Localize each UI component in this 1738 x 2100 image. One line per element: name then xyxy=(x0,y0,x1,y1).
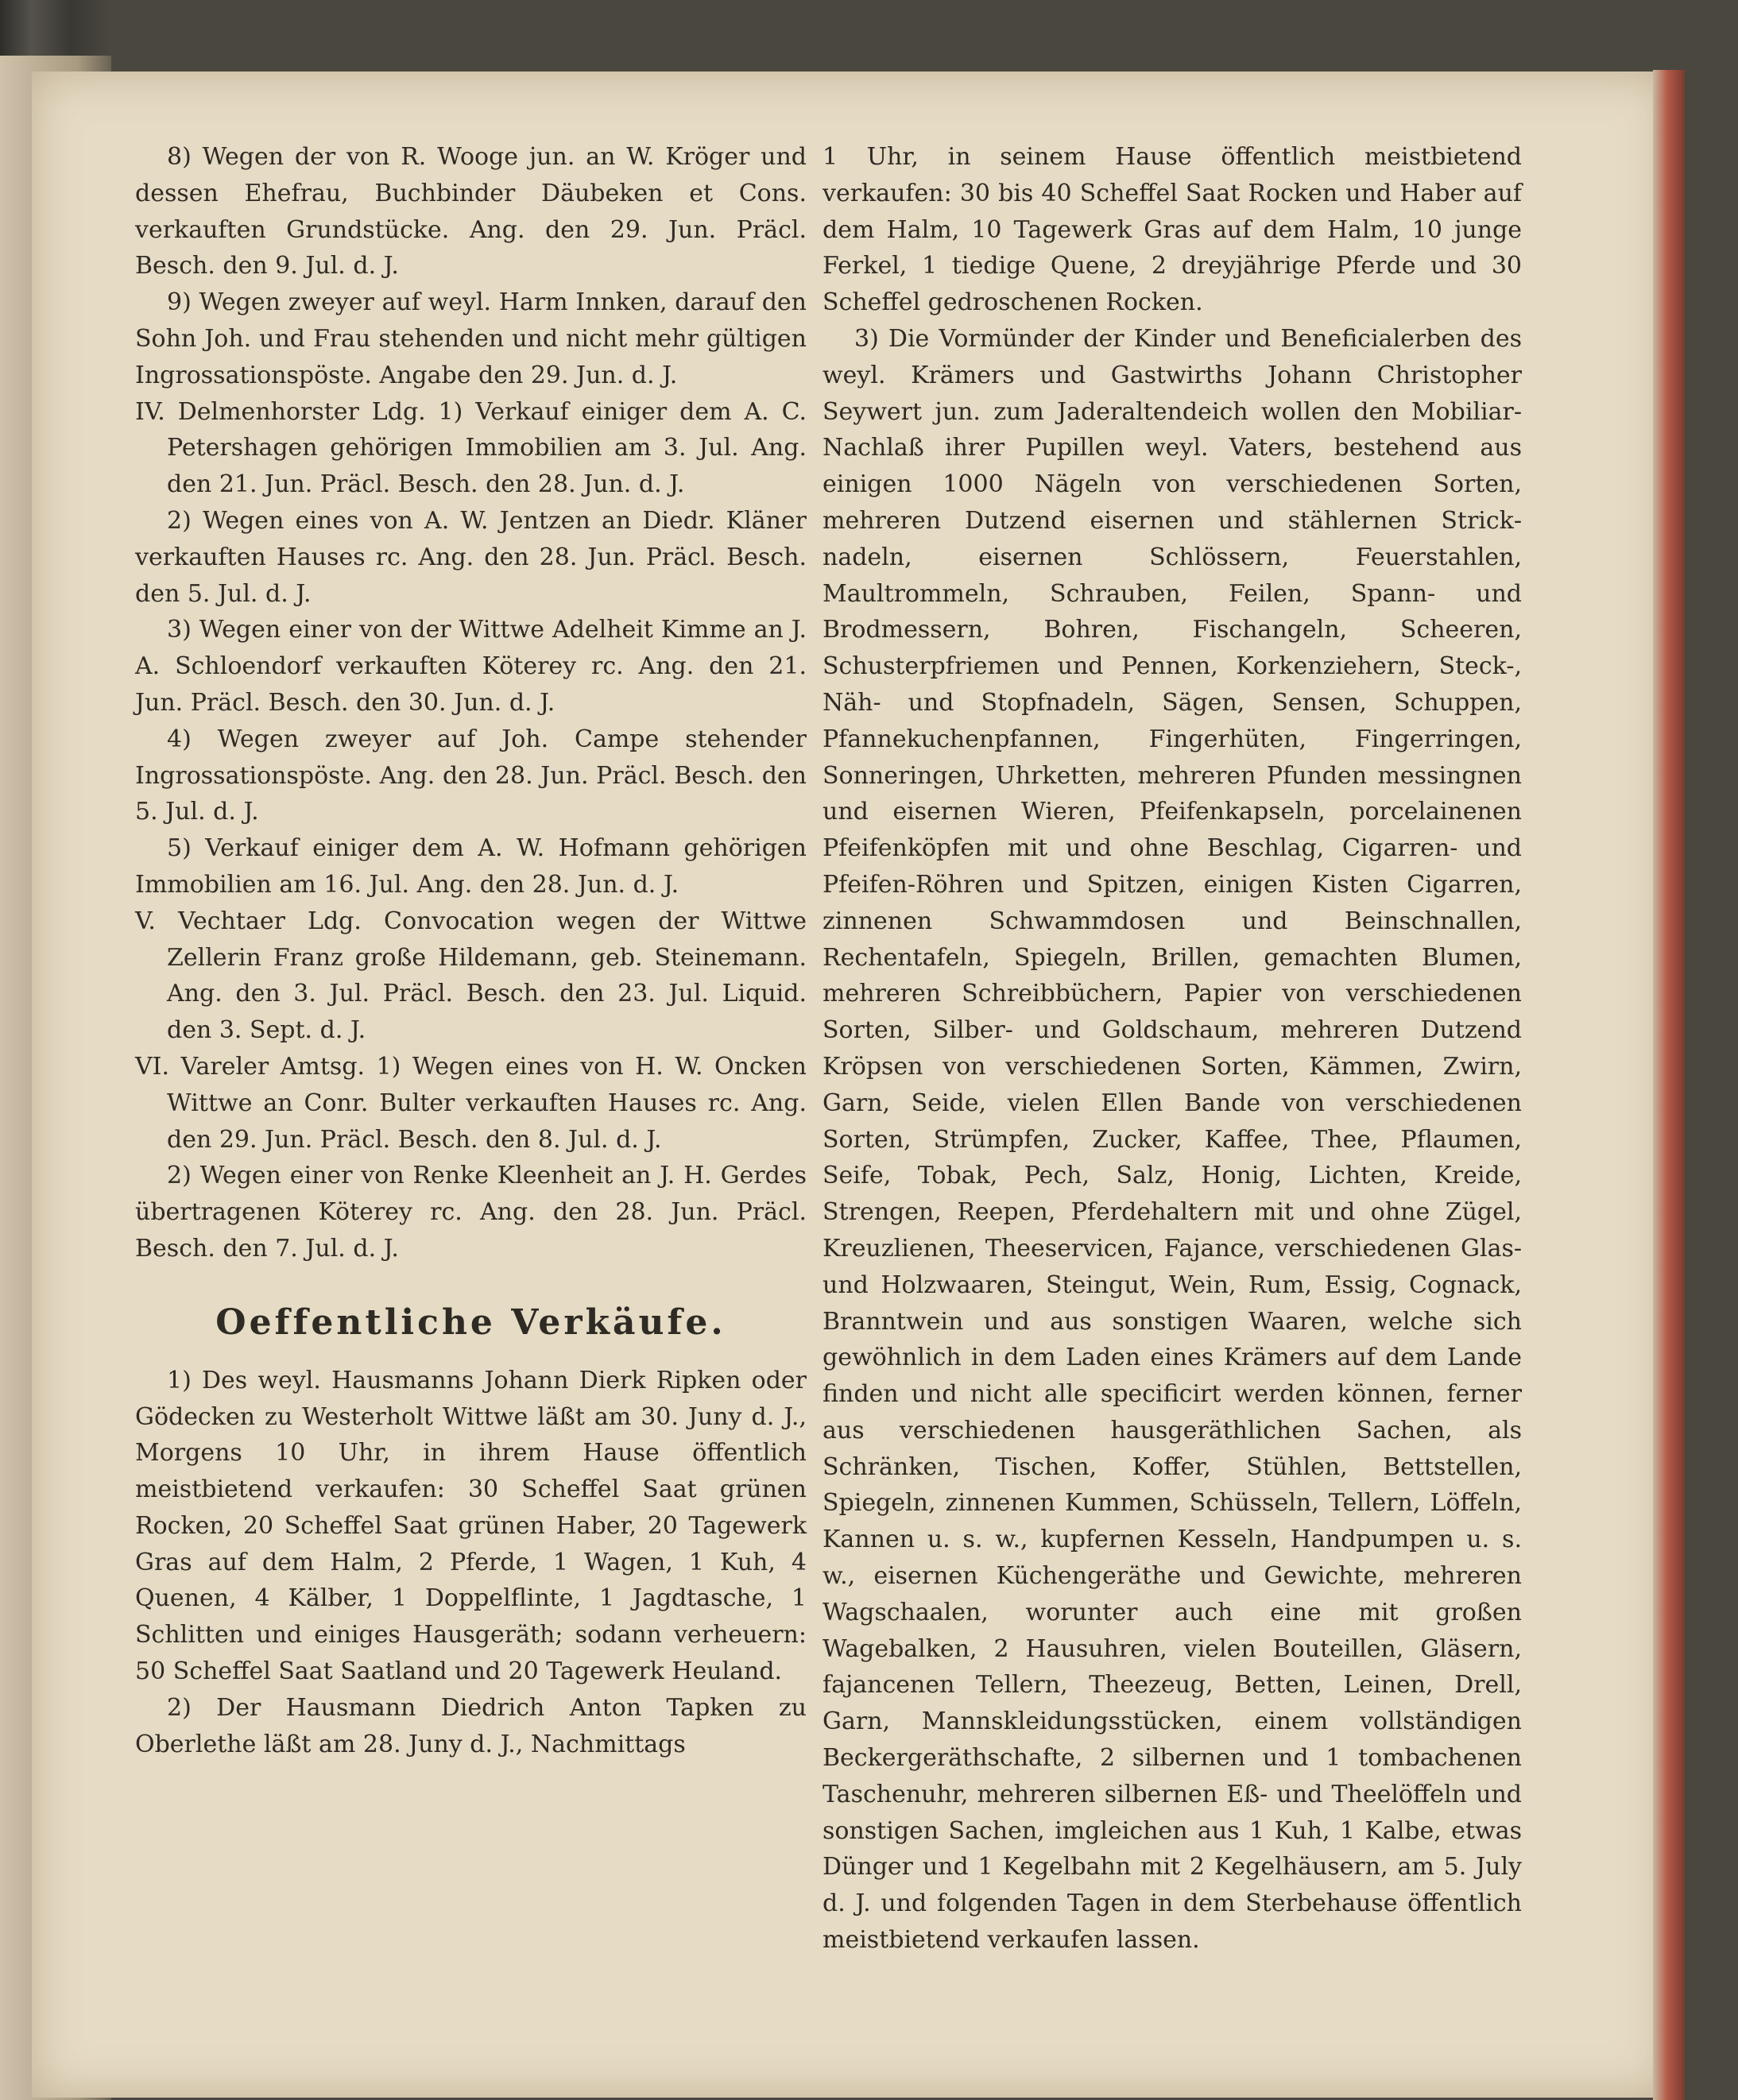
paragraph: 5) Verkauf einiger dem A. W. Hofmann gehörigen Immobilien am 16. Jul. Ang. den 28. Jun. d. J. xyxy=(135,834,807,899)
section-paragraph: VI. Vareler Amtsg. 1) Wegen eines von H. W. Oncken Wittwe an Conr. Bulter verkauften Hauses rc. Ang. den 29. Jun. Präcl. Besch. den 8. Jul. d. J. xyxy=(135,1052,807,1154)
section-paragraph: V. Vechtaer Ldg. Convocation wegen der Wittwe Zellerin Franz große Hildemann, geb. Steinemann. Ang. den 3. Jul. Präcl. Besch. den 23. Jul. Liquid. den 3. Sept. d. J. xyxy=(135,907,807,1045)
paragraph: 3) Die Vormünder der Kinder und Beneficialerben des weyl. Krämers und Gastwirths Johann Christopher Seywert jun. zum Jaderaltendeich wollen den Mobiliar-Nachlaß ihrer Pupillen weyl. Vaters, bestehend aus einigen 1000 Nägeln von verschiedenen Sorten, mehreren Dutzend eisernen und stählernen Stricknadeln, eisernen Schlössern, Feuerstahlen, Maultrommeln, Schrauben, Feilen, Spann- und Brodmessern, Bohren, Fischangeln, Scheeren, Schusterpfriemen und Pennen, Korkenziehern, Steck-, Näh- und Stopfnadeln, Sägen, Sensen, Schuppen, Pfannekuchenpfannen, Fingerhüten, Fingerringen, Sonneringen, Uhrketten, mehreren Pfunden messingnen und eisernen Wieren, Pfeifenkapseln, porcelainenen Pfeifenköpfen mit und ohne Beschlag, Cigarren- und Pfeifen-Röhren und Spitzen, einigen Kisten Cigarren, zinnenen Schwammdosen und Beinschnallen, Rechentafeln, Spiegeln, Brillen, gemachten Blumen, mehreren Schreibbüchern, Papier von verschiedenen Sorten, Silber- und Goldschaum, mehreren Dutzend Kröpsen von verschiedenen Sorten, Kämmen, Zwirn, Garn, Seide, vielen Ellen Bande von verschiedenen Sorten, Strümpfen, Zucker, Kaffee, Thee, Pflaumen, Seife, Tobak, Pech, Salz, Honig, Lichten, Kreide, Strengen, Reepen, Pferdehaltern mit und ohne Zügel, Kreuzlienen, Theeservicen, Fajance, verschiedenen Glas- und Holzwaaren, Steingut, Wein, Rum, Essig, Cognack, Branntwein und aus sonstigen Waaren, welche sich gewöhnlich in dem Laden eines Krämers auf dem Lande finden und nicht alle specificirt werden können, ferner aus verschiedenen hausgeräthlichen Sachen, als Schränken, Tischen, Koffer, Stühlen, Bettstellen, Spiegeln, zinnenen Kummen, Schüsseln, Tellern, Löffeln, Kannen u. s. w., kupfernen Kesseln, Handpumpen u. s. w., eisernen Küchengeräthe und Gewichte, mehreren Wagschaalen, worunter auch eine mit großen Wagebalken, 2 Hausuhren, vielen Bouteillen, Gläsern, fajancenen Tellern, Theezeug, Betten, Leinen, Drell, Garn, Mannskleidungsstücken, einem vollständigen Beckergeräthschafte, 2 silbernen und 1 tombachenen Taschenuhr, mehreren silbernen Eß- und Theelöffeln und sonstigen Sachen, imgleichen aus 1 Kuh, 1 Kalbe, etwas Dünger und 1 Kegelbahn mit 2 Kegelhäusern, am 5. July d. J. und folgenden Tagen in dem Sterbehause öffentlich meistbietend verkaufen lassen. xyxy=(823,324,1522,1955)
section-paragraph: IV. Delmenhorster Ldg. 1) Verkauf einiger dem A. C. Petershagen gehörigen Immobilien am 3. Jul. Ang. den 21. Jun. Präcl. Besch. den 28. Jun. d. J. xyxy=(135,397,807,499)
paragraph: 4) Wegen zweyer auf Joh. Campe stehender Ingrossationspöste. Ang. den 28. Jun. Präcl. Besch. den 5. Jul. d. J. xyxy=(135,725,807,826)
paragraph: 2) Wegen eines von A. W. Jentzen an Diedr. Kläner verkauften Hauses rc. Ang. den 28. Jun. Präcl. Besch. den 5. Jul. d. J. xyxy=(135,506,807,608)
paragraph: 2) Der Hausmann Diedrich Anton Tapken zu Oberlethe läßt am 28. Juny d. J., Nachmittags xyxy=(135,1693,807,1758)
paragraph: 9) Wegen zweyer auf weyl. Harm Innken, darauf den Sohn Joh. und Frau stehenden und nicht mehr gültigen Ingrossationspöste. Angabe den 29. Jun. d. J. xyxy=(135,288,807,389)
page-red-edge xyxy=(1653,70,1685,2100)
left-column xyxy=(135,139,807,1762)
section-heading: Oeffentliche Verkäufe. xyxy=(215,1301,726,1343)
paragraph: 3) Wegen einer von der Wittwe Adelheit Kimme an J. A. Schloendorf verkauften Köterey rc. Ang. den 21. Jun. Präcl. Besch. den 30. Jun. d. J. xyxy=(135,616,807,717)
paragraph: 8) Wegen der von R. Wooge jun. an W. Kröger und dessen Ehefrau, Buchbinder Däubeken et Cons. verkauften Grundstücke. Ang. den 29. Jun. Präcl. Besch. den 9. Jul. d. J. xyxy=(135,143,807,280)
right-column xyxy=(823,139,1522,1959)
paragraph: 1) Des weyl. Hausmanns Johann Dierk Ripken oder Gödecken zu Westerholt Wittwe läßt am 30. Juny d. J., Morgens 10 Uhr, in ihrem Hause öffentlich meistbietend verkaufen: 30 Scheffel Saat grünen Rocken, 20 Scheffel Saat grünen Haber, 20 Tagewerk Gras auf dem Halm, 2 Pferde, 1 Wagen, 1 Kuh, 4 Quenen, 4 Kälber, 1 Doppelflinte, 1 Jagdtasche, 1 Schlitten und einiges Hausgeräth; sodann verheuern: 50 Scheffel Saat Saatland und 20 Tagewerk Heuland. xyxy=(135,1366,807,1686)
paragraph: 1 Uhr, in seinem Hause öffentlich meistbietend verkaufen: 30 bis 40 Scheffel Saat Rocken und Haber auf dem Halm, 10 Tagewerk Gras auf dem Halm, 10 junge Ferkel, 1 tiedige Quene, 2 dreyjährige Pferde und 30 Scheffel gedroschenen Rocken. xyxy=(823,143,1522,317)
paragraph: 2) Wegen einer von Renke Kleenheit an J. H. Gerdes übertragenen Köterey rc. Ang. den 28. Jun. Präcl. Besch. den 7. Jul. d. J. xyxy=(135,1162,807,1263)
